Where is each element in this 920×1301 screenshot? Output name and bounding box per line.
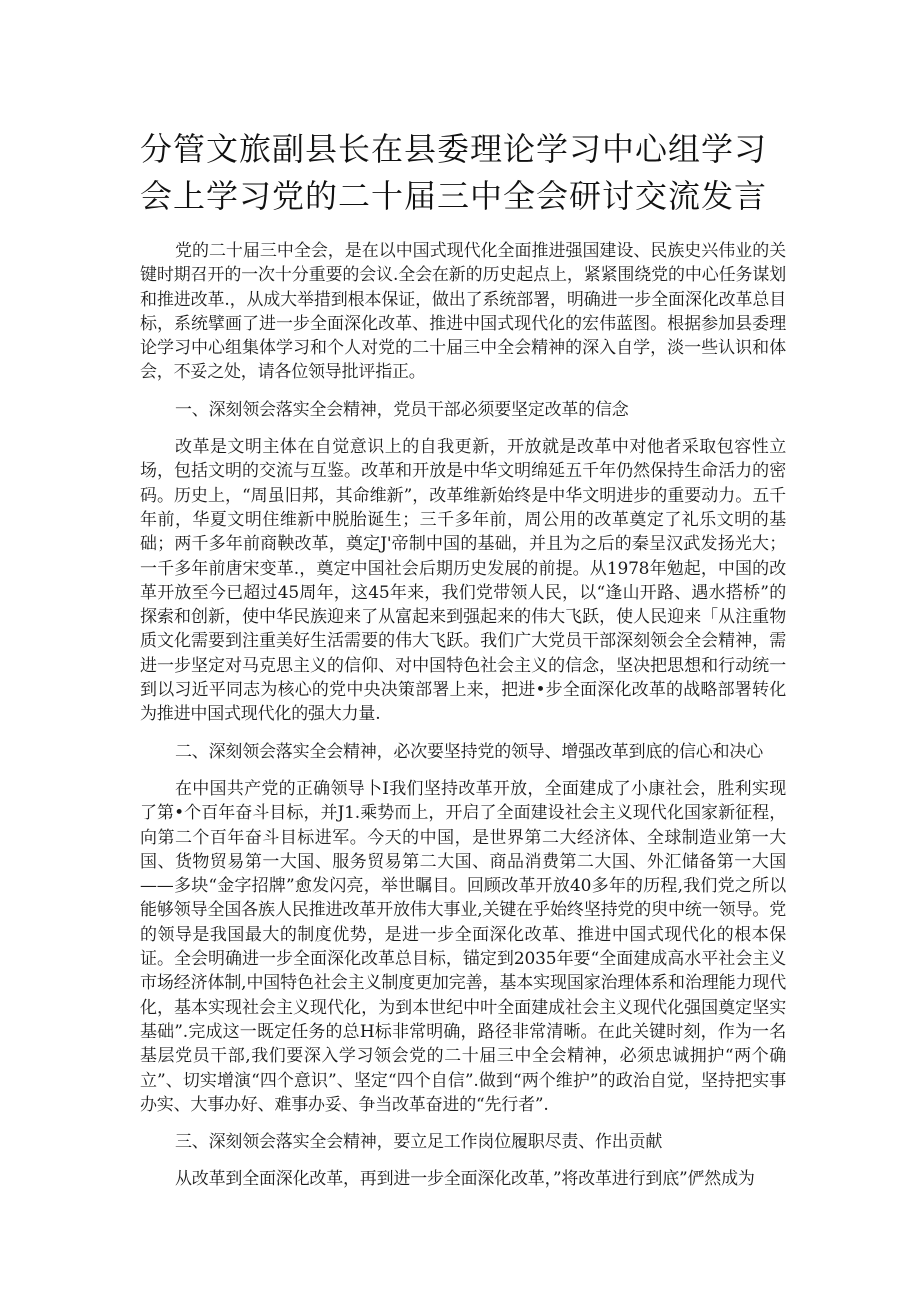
section-1-heading: 一、深刻领会落实全会精神，党员干部必须要坚定改革的信念	[175, 399, 629, 420]
section-2-paragraph: 在中国共产党的正确领导卜I我们坚持改革开放，全面建成了小康社会，胜利实现了第•个百年奋斗目标，并J1.乘势而上，开启了全面建设社会主义现代化国家新征程，向第二个百年奋斗目标进军。今天的中国，是世界第二大经济体、全球制造业第一大国、货物贸易第一大国、服务贸易第二大国、商品消费第二大国、外汇储备第一大国——多块“金字招牌”愈发闪亮，举世瞩目。回顾改革开放40多年的历程,我们党之所以能够领导全国各族人民推进改革开放伟大事业,关键在乎始终坚持党的臾中统一领导。党的领导是我国最大的制度优势，是进一步全面深化改革、推进中国式现代化的根本保证。全会明确进一步全面深化改革总目标，锚定到2035年要“全面建成高水平社会主义市场经济体制,中国特色社会主义制度更加完善，基本实现国家治理体系和治理能力现代化，基本实现社会主义现代化，为到本世纪中叶全面建成社会主义现代化强国奠定坚实基础”.完成这一既定任务的总H标非常明确，路径非常清晰。在此关键时刻，作为一名基层党员干部,我们要深入学习领会党的二十届三中全会精神，必须忠诚拥护“两个确立”、切实增演“四个意识”、坚定“四个自信”.做到“两个维护”的政治自觉，坚持把实事办实、大事办好、难事办妥、争当改革奋进的“先行者”.	[140, 778, 786, 1115]
section-1-paragraph: 改革是文明主体在自觉意识上的自我更新，开放就是改革中对他者采取包容性立场，包括文明的交流与互鉴。改革和开放是中华文明绵延五千年仍然保持生命活力的密码。历史上，“周虽旧邦，其命维新”，改革维新始终是中华文明进步的重要动力。五千年前，华夏文明住维新中脱胎诞生；三千多年前，周公用的改革奠定了礼乐文明的基础；两千多年前商鞅改革，奠定J'帝制中国的基础，并且为之后的秦呈汉武发扬光大；一千多年前唐宋变革.，奠定中国社会后期历史发展的前提。从1978年勉起，中国的改革开放至今已超过45周年，这45年来，我们党带领人民，以“逢山开路、遇水搭桥”的探索和创新，使中华民族迎来了从富起来到强起来的伟大飞跃，使人民迎来「从注重物质文化需要到注重美好生活需要的伟大飞跃。我们广大党员干部深刻领会全会精神，需进一步坚定对马克思主义的信仰、对中国特色社会主义的信念，坚决把思想和行动统一到以习近平同志为核心的党中央决策部署上来，把进•步全面深化改革的战略部署转化为推进中国式现代化的强大力量.	[140, 437, 786, 725]
section-3-paragraph: 从改革到全面深化改革，再到进一步全面深化改革，”将改革进行到底”俨然成为	[175, 1169, 755, 1190]
section-3-heading: 三、深刻领会落实全会精神，要立足工作岗位履职尽责、作出贡献	[175, 1132, 663, 1153]
intro-paragraph: 党的二十届三中全会，是在以中国式现代化全面推进强国建设、民族史兴伟业的关键时期召开的一次十分重要的会议.全会在新的历史起点上，紧紧围绕党的中心任务谋划和推进改革.，从成大举措到根本保证，做出了系统部署，明确进一步全面深化改革总目标，系统擘画了进一步全面深化改革、推进中国式现代化的宏伟蓝图。根据参加县委理论学习中心组集体学习和个人对党的二十届三中全会精神的深入自学，淡一些认识和体会，不妥之处，请各位领导批评指正。	[140, 241, 786, 383]
section-2-heading: 二、深刻领会落实全会精神，必次要坚持党的领导、增强改革到底的信心和决心	[175, 741, 763, 762]
document-title: 分管文旅副县长在县委理论学习中心组学习会上学习党的二十届三中全会研讨交流发言	[140, 130, 768, 215]
document-page	[140, 126, 786, 1192]
